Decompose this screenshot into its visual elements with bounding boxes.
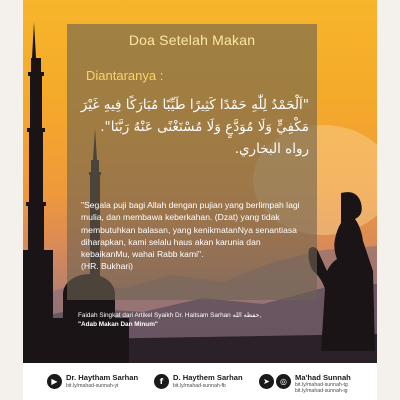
translation-block <box>81 199 309 273</box>
instagram-link[interactable]: bit.ly/mahad-sunnah-ig <box>295 388 348 394</box>
mahad-name: Ma'had Sunnah <box>295 373 351 382</box>
footnote-text: Faidah Singkat dari Artikel Syaikh Dr. Haitsam Sarhan حفظه الله, <box>78 312 262 319</box>
facebook-icon: f <box>154 374 169 389</box>
hadith-reference: (HR. Bukhari) <box>81 261 134 272</box>
translation-text: "Segala puji bagi Allah dengan pujian yang berlimpah lagi mulia, dan membawa keberkahan. (Dzat) yang tidak membutuhkan balasan, yang kenikmatanNya senantiasa diharapkan, kami selalu haus akan karunia dan kebaikanMu, wahai Rabb kami". <box>81 200 300 260</box>
footnote <box>78 311 358 329</box>
facebook-link[interactable]: bit.ly/mahad-sunnah-fb <box>173 383 226 389</box>
social-bar <box>23 363 377 400</box>
social-facebook[interactable] <box>154 373 250 391</box>
youtube-channel-name: Dr. Haytham Sarhan <box>66 373 139 382</box>
instagram-icon: ◎ <box>276 374 291 389</box>
telegram-icon: ➤ <box>259 374 274 389</box>
youtube-link[interactable]: bit.ly/mahad-sunnah-yt <box>66 383 119 389</box>
social-youtube[interactable] <box>47 373 143 391</box>
social-telegram-instagram[interactable] <box>259 373 371 394</box>
arabic-prayer-text: "اَلْحَمْدُ لِلّٰهِ حَمْدًا كَثِيرًا طَيِّبًا مُبَارَكًا فِيهِ غَيْرَ مَكْفِيٍّ وَلَا مُوَدَّعٍ وَلَا مُسْتَغْنًى عَنْهُ رَبَّنَا". رواه البخاري. <box>80 97 309 157</box>
poster-card <box>23 0 377 400</box>
youtube-icon: ▶ <box>47 374 62 389</box>
footnote-source: "Adab Makan Dan Minum" <box>78 321 158 328</box>
prayer-panel <box>67 24 317 300</box>
telegram-link[interactable]: bit.ly/mahad-sunnah-tg <box>295 382 348 388</box>
intro-label: Diantaranya : <box>86 68 164 83</box>
facebook-page-name: D. Haythem Sarhan <box>173 373 243 382</box>
page-title: Doa Setelah Makan <box>128 32 256 48</box>
sunset-background <box>23 0 377 363</box>
